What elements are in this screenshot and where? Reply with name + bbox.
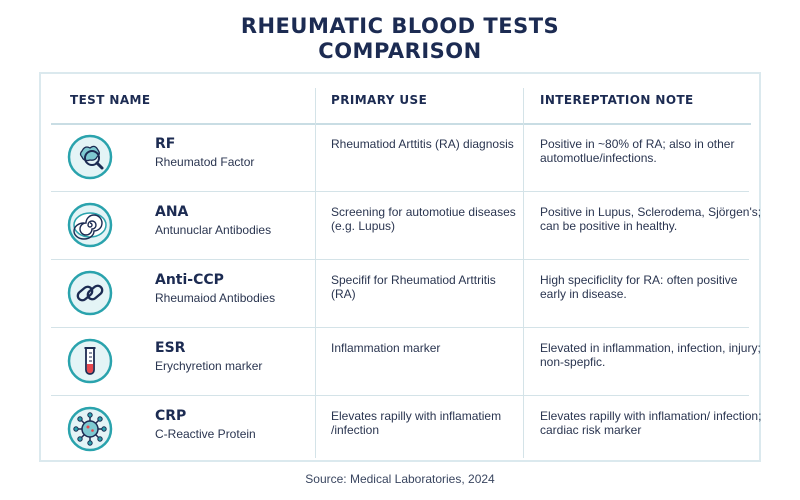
- test-abbreviation: Anti-CCP: [155, 272, 224, 288]
- test-full-name: Rheumaiod Antibodies: [155, 291, 276, 305]
- interpretation-text: Elevates rapilly with inflamation/ infection; cardiac risk marker: [540, 409, 762, 437]
- table-row: [41, 260, 759, 328]
- interpretation-text: High specificlity for RA: often positive early in disease.: [540, 273, 738, 301]
- magnifier-icon: [67, 134, 113, 180]
- table-row: [41, 328, 759, 396]
- table-row: [41, 192, 762, 260]
- primary-use-text: Inflammation marker: [331, 341, 441, 355]
- header-interpretation: INTEREPTATION NOTE: [540, 93, 694, 107]
- test-full-name: C-Reactive Protein: [155, 427, 256, 441]
- test-abbreviation: ANA: [155, 204, 189, 220]
- spiral-icon: [67, 202, 113, 248]
- source-caption: Source: Medical Laboratories, 2024: [305, 472, 495, 486]
- interpretation-text: Elevated in inflammation, infection, injury; non-spepfic.: [540, 341, 761, 369]
- title-line-1: RHEUMATIC BLOOD TESTS: [240, 14, 560, 38]
- primary-use-text: Rheumatiod Arttitis (RA) diagnosis: [331, 137, 514, 151]
- primary-use-text: Specifif for Rheumatiod Arttritis (RA): [331, 273, 496, 301]
- test-tube-icon: [67, 338, 113, 384]
- test-full-name: Antunuclar Antibodies: [155, 223, 272, 237]
- link-icon: [67, 270, 113, 316]
- table-header: [41, 74, 759, 124]
- table-row: [41, 124, 759, 192]
- virus-icon: [67, 406, 113, 452]
- test-abbreviation: ESR: [155, 340, 186, 356]
- title-line-2: COMPARISON: [318, 39, 482, 63]
- table-row: [41, 396, 762, 464]
- primary-use-text: Screening for automotiue diseases (e.g. Lupus): [331, 205, 516, 233]
- header-primary-use: PRIMARY USE: [331, 93, 428, 107]
- header-test-name: TEST NAME: [70, 93, 151, 107]
- interpretation-text: Positive in ~80% of RA; also in other automotlue/infections.: [540, 137, 735, 165]
- test-abbreviation: RF: [155, 136, 176, 152]
- test-full-name: Erychyretion marker: [155, 359, 263, 373]
- test-abbreviation: CRP: [155, 408, 187, 424]
- interpretation-text: Positive in Lupus, Sclerodema, Sjörgen's; can be positive in healthy.: [540, 205, 762, 233]
- page-title: [0, 14, 800, 64]
- primary-use-text: Elevates rapilly with inflamatiem /infection: [331, 409, 502, 437]
- test-full-name: Rheumatod Factor: [155, 155, 255, 169]
- comparison-table: [39, 72, 761, 462]
